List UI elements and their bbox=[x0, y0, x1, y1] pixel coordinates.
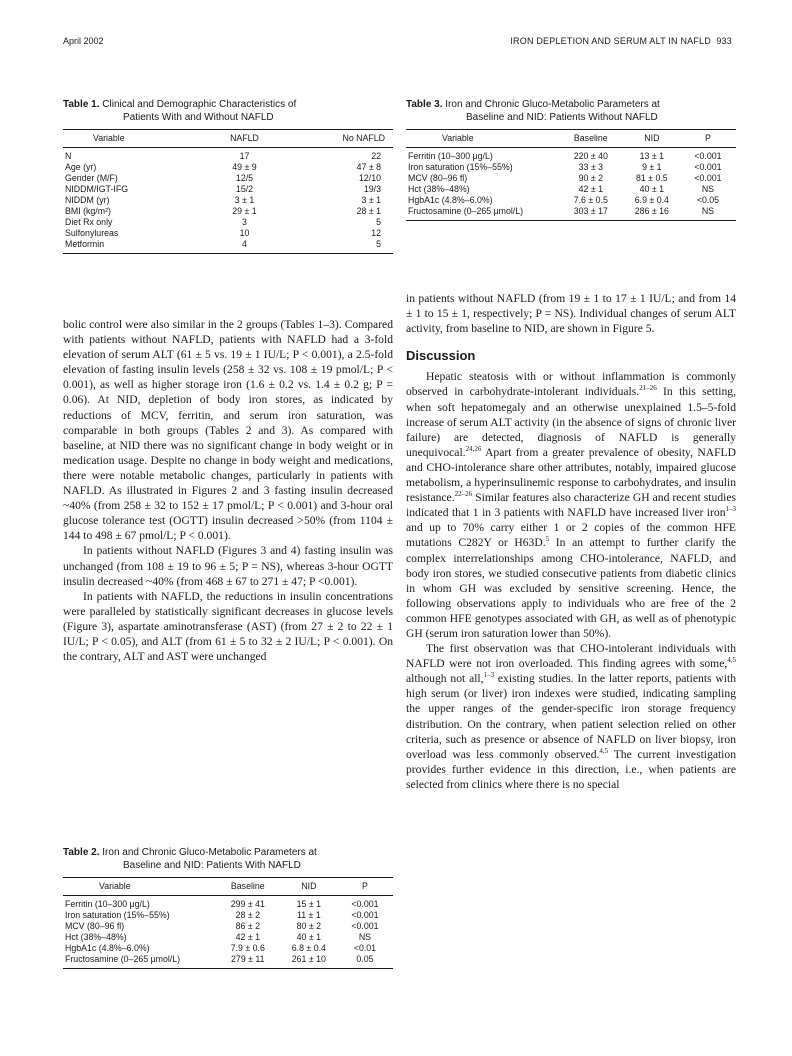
table-cell: Fructosamine (0–265 μmol/L) bbox=[63, 954, 215, 969]
table-cell: 7.9 ± 0.6 bbox=[230, 943, 265, 953]
table-cell: 5 bbox=[287, 239, 393, 254]
table-cell: Diet Rx only bbox=[65, 217, 113, 227]
table-row bbox=[406, 173, 736, 184]
table2-caption bbox=[63, 846, 393, 872]
table-cell: 40 ± 1 bbox=[296, 932, 322, 942]
table-cell: <0.05 bbox=[696, 195, 720, 205]
table-row bbox=[63, 195, 393, 206]
table-row bbox=[406, 148, 736, 163]
issue-date: April 2002 bbox=[63, 36, 104, 46]
table-cell: 4 bbox=[202, 239, 288, 254]
table-row bbox=[406, 184, 736, 195]
left-body-text bbox=[63, 317, 393, 664]
table1-caption bbox=[63, 98, 393, 124]
table-cell: 42 ± 1 bbox=[578, 184, 603, 194]
table-cell: <0.001 bbox=[351, 910, 379, 920]
table-cell: 3 ± 1 bbox=[361, 195, 381, 205]
table-cell: MCV (80–96 fl) bbox=[408, 173, 468, 183]
table3-block bbox=[406, 98, 736, 221]
table-row bbox=[63, 921, 393, 932]
table-cell: MCV (80–96 fl) bbox=[65, 921, 125, 931]
paragraph: bolic control were also similar in the 2 groups (Tables 1–3). Compared with patients without NAFLD, patients with NAFLD had a 3-fold elevation of serum ALT (61 ± 5 vs. 19 ± 1 IU/L; P < 0.001), a 2.5-fold elevation of fasting insulin levels (258 ± 32 vs. 108 ± 19 pmol/L; P < 0.001), as well as higher storage iron (1.6 ± 0.2 vs. 1.4 ± 0.2 g; P = 0.06). At NID, depletion of body iron stores, as indicated by reductions of MCV, ferritin, and serum iron saturation, was comparable in both groups (Tables 2 and 3). As compared with baseline, at NID there was no significant change in body weight or in medication usage. Despite no change in body weight and medications, there were notable metabolic changes, particularly in patients with NAFLD. As illustrated in Figures 2 and 3 fasting insulin decreased ~40% (from 258 ± 32 to 152 ± 17 pmol/L; P < 0.001) and 3-hour oral glucose tolerance test (OGTT) insulin decreased >50% (from 1104 ± 144 to 498 ± 67 pmol/L; P < 0.001). bbox=[63, 318, 393, 543]
paragraph: In patients with NAFLD, the reductions in insulin concentrations were paralleled by statistically significant decreases in glucose levels (Figure 3), aspartate aminotransferase (AST) (from 27 ± 2 to 22 ± 1 IU/L; P < 0.05), and ALT (from 61 ± 5 to 32 ± 2 IU/L; P < 0.001). On the contrary, ALT and AST were unchanged bbox=[63, 589, 393, 664]
table3 bbox=[406, 129, 736, 221]
discussion-heading: Discussion bbox=[406, 348, 476, 364]
table-cell: <0.01 bbox=[353, 943, 377, 953]
table-cell: 28 ± 2 bbox=[235, 910, 260, 920]
table-cell: 220 ± 40 bbox=[573, 151, 608, 161]
citation: 5 bbox=[545, 535, 550, 544]
right-body-text bbox=[406, 291, 736, 792]
table-cell: 29 ± 1 bbox=[232, 206, 257, 216]
table-cell: 11 ± 1 bbox=[296, 910, 321, 920]
table3-header: Variable bbox=[406, 130, 558, 148]
table-cell: Fructosamine (0–265 μmol/L) bbox=[406, 206, 558, 221]
table-cell: 7.6 ± 0.5 bbox=[573, 195, 608, 205]
table-cell: 80 ± 2 bbox=[296, 921, 322, 931]
table2-block bbox=[63, 846, 393, 969]
table-cell: 299 ± 41 bbox=[230, 899, 265, 909]
table-cell: 28 ± 1 bbox=[356, 206, 381, 216]
table-cell: 286 ± 16 bbox=[624, 206, 680, 221]
running-title-text: IRON DEPLETION AND SERUM ALT IN NAFLD bbox=[510, 36, 711, 46]
table-cell: <0.001 bbox=[694, 151, 722, 161]
table-row bbox=[63, 217, 393, 228]
table-cell: Age (yr) bbox=[65, 162, 97, 172]
table-cell: N bbox=[65, 151, 72, 161]
table-cell: 13 ± 1 bbox=[639, 151, 665, 161]
table-cell: 15/2 bbox=[235, 184, 254, 194]
table1-caption-line2: Patients With and Without NAFLD bbox=[123, 112, 274, 123]
table1-label: Table 1. bbox=[63, 99, 100, 110]
table-cell: 6.9 ± 0.4 bbox=[634, 195, 669, 205]
table-row bbox=[63, 954, 393, 969]
table-cell: NS bbox=[680, 206, 736, 221]
table-cell: 15 ± 1 bbox=[296, 899, 322, 909]
table-cell: 6.8 ± 0.4 bbox=[291, 943, 326, 953]
table-cell: 49 ± 9 bbox=[232, 162, 257, 172]
running-title bbox=[510, 36, 732, 46]
citation: 4,5 bbox=[727, 656, 736, 665]
table2-header: Variable bbox=[63, 878, 215, 896]
table-cell: 22 bbox=[371, 151, 381, 161]
citation: 21–26 bbox=[639, 384, 657, 393]
table-cell: NIDDM/IGT-IFG bbox=[65, 184, 129, 194]
table3-caption-line1: Iron and Chronic Gluco-Metabolic Parameters at bbox=[445, 99, 660, 110]
running-head bbox=[63, 36, 732, 50]
table-cell: Ferritin (10–300 μg/L) bbox=[408, 151, 493, 161]
table1-caption-line1: Clinical and Demographic Characteristics of bbox=[102, 99, 297, 110]
table-row bbox=[406, 206, 736, 221]
table-row bbox=[406, 195, 736, 206]
table-cell: <0.001 bbox=[694, 173, 722, 183]
table3-header: NID bbox=[624, 130, 680, 148]
table-cell: BMI (kg/m²) bbox=[65, 206, 111, 216]
table-cell: 47 ± 8 bbox=[356, 162, 381, 172]
table-row bbox=[63, 910, 393, 921]
table-row bbox=[63, 173, 393, 184]
table-cell: Iron saturation (15%–55%) bbox=[408, 162, 513, 172]
table1 bbox=[63, 129, 393, 254]
table1-block bbox=[63, 98, 393, 254]
citation: 24,26 bbox=[465, 444, 482, 453]
table-row bbox=[63, 184, 393, 195]
table-cell: 19/3 bbox=[363, 184, 381, 194]
table-cell: 12 bbox=[371, 228, 381, 238]
table-cell: 303 ± 17 bbox=[558, 206, 624, 221]
table-row bbox=[63, 943, 393, 954]
table2-caption-line1: Iron and Chronic Gluco-Metabolic Parameters at bbox=[102, 847, 317, 858]
table-cell: HgbA1c (4.8%–6.0%) bbox=[408, 195, 493, 205]
table-cell: 10 bbox=[239, 228, 250, 238]
table-cell: 40 ± 1 bbox=[639, 184, 665, 194]
table-cell: <0.001 bbox=[351, 899, 379, 909]
table-cell: 17 bbox=[239, 151, 250, 161]
table-cell: 90 ± 2 bbox=[578, 173, 603, 183]
table-cell: Ferritin (10–300 μg/L) bbox=[65, 899, 150, 909]
table-cell: 81 ± 0.5 bbox=[635, 173, 668, 183]
page-number: 933 bbox=[716, 36, 732, 46]
table-cell: 86 ± 2 bbox=[235, 921, 260, 931]
table-cell: 3 ± 1 bbox=[234, 195, 255, 205]
table3-caption bbox=[406, 98, 736, 124]
table-cell: NS bbox=[701, 184, 715, 194]
table-cell: 279 ± 11 bbox=[215, 954, 281, 969]
table-cell: <0.001 bbox=[351, 921, 379, 931]
table1-header: No NAFLD bbox=[287, 130, 393, 148]
table2-label: Table 2. bbox=[63, 847, 100, 858]
table-cell: 5 bbox=[376, 217, 381, 227]
table-cell: <0.001 bbox=[694, 162, 722, 172]
table-row bbox=[63, 896, 393, 911]
paragraph: In patients without NAFLD (Figures 3 and 4) fasting insulin was unchanged (from 108 ± 19 to 96 ± 5; P = NS), whereas 3-hour OGTT insulin decreased ~40% (from 468 ± 67 to 271 ± 47; P <0.001). bbox=[63, 544, 393, 588]
table-cell: 12/5 bbox=[235, 173, 254, 183]
table-cell: HgbA1c (4.8%–6.0%) bbox=[65, 943, 150, 953]
table-cell: Sulfonylureas bbox=[65, 228, 119, 238]
citation: 22–26 bbox=[454, 490, 473, 499]
table-cell: Hct (38%–48%) bbox=[65, 932, 127, 942]
table-row bbox=[63, 932, 393, 943]
table2 bbox=[63, 877, 393, 969]
table-cell: NS bbox=[358, 932, 372, 942]
table1-header: Variable bbox=[63, 130, 202, 148]
citation: 4,5 bbox=[599, 746, 609, 755]
citation: 1–3 bbox=[725, 505, 736, 514]
table-cell: Gender (M/F) bbox=[65, 173, 118, 183]
table-row bbox=[63, 239, 393, 254]
table3-header: P bbox=[680, 130, 736, 148]
table-row bbox=[406, 162, 736, 173]
table-cell: 33 ± 3 bbox=[578, 162, 603, 172]
table-row bbox=[63, 228, 393, 239]
table-row bbox=[63, 162, 393, 173]
table-cell: Iron saturation (15%–55%) bbox=[65, 910, 170, 920]
table2-header: NID bbox=[281, 878, 337, 896]
table-cell: Metformin bbox=[63, 239, 202, 254]
table-cell: 42 ± 1 bbox=[235, 932, 260, 942]
table3-caption-line2: Baseline and NID: Patients Without NAFLD bbox=[466, 112, 658, 123]
paragraph: Hepatic steatosis with or without inflammation is commonly observed in carbohydrate-intolerant individuals.$^{21-26}$ In this setting, when soft hepatomegaly and an otherwise unexplained 1.5–5-fold increase of serum ALT activity (in the absence of signs of chronic liver failure) are detected, diagnosis of NAFLD is generally unequivocal.$^{24,26}$ Apart from a greater prevalence of obesity, NAFLD and CHO-intolerance share other attributes, notably, impaired glucose metabolism, a hyperinsulinemic response to carbohydrates, and insulin resistance.$^{22-26}$ Similar features also characterize GH and recent studies indicated that 1 in 3 patients with NAFLD have increased liver iron$^{1-3}$ and up to 70% carry either 1 or 2 copies of the common HFE mutations C282Y or H63D.$^5$ In an attempt to further clarify the complex interrelationships among CHO-intolerance, NAFLD, and body iron stores, we studied consecutive patients from diabetic clinics in whom GH was excluded by sensitive screening. Hence, the following observations apply to individuals who are free of the 2 common HFE genotypes associated with GH, as well as of phenotypic GH (serum iron saturation lower than 50%). bbox=[406, 370, 737, 640]
table3-label: Table 3. bbox=[406, 99, 443, 110]
paragraph: The first observation was that CHO-intolerant individuals with NAFLD were not iron overloaded. This finding agrees with some,$^{4,5}$ although not all,$^{1-3}$ existing studies. In the latter reports, patients with high serum (or liver) iron indexes were studied, indicating sampling the upper ranges of the gender-specific iron storage frequency distribution. On the contrary, when patient selection relied on other criteria, such as presence or absence of NAFLD on liver biopsy, iron overload was less commonly observed.$^{4,5}$ The current investigation provides further evidence in this direction, i.e., when patients are selected from clinics where there is no special bbox=[406, 642, 737, 791]
paragraph: in patients without NAFLD (from 19 ± 1 to 17 ± 1 IU/L; and from 14 ± 1 to 15 ± 1, respectively; P = NS). Individual changes of serum ALT activity, from baseline to NID, are shown in Figure 5. bbox=[406, 292, 736, 336]
table2-header: P bbox=[337, 878, 393, 896]
table1-header: NAFLD bbox=[202, 130, 288, 148]
citation: 1–3 bbox=[483, 671, 495, 680]
table-cell: Hct (38%–48%) bbox=[408, 184, 470, 194]
table2-header: Baseline bbox=[215, 878, 281, 896]
table3-header: Baseline bbox=[558, 130, 624, 148]
table-cell: NIDDM (yr) bbox=[65, 195, 110, 205]
table2-caption-line2: Baseline and NID: Patients With NAFLD bbox=[123, 860, 301, 871]
table-cell: 3 bbox=[242, 217, 247, 227]
table-cell: 261 ± 10 bbox=[281, 954, 337, 969]
table-row bbox=[63, 206, 393, 217]
table-cell: 9 ± 1 bbox=[642, 162, 662, 172]
table-cell: 12/10 bbox=[358, 173, 381, 183]
table-row bbox=[63, 148, 393, 163]
table-cell: 0.05 bbox=[337, 954, 393, 969]
